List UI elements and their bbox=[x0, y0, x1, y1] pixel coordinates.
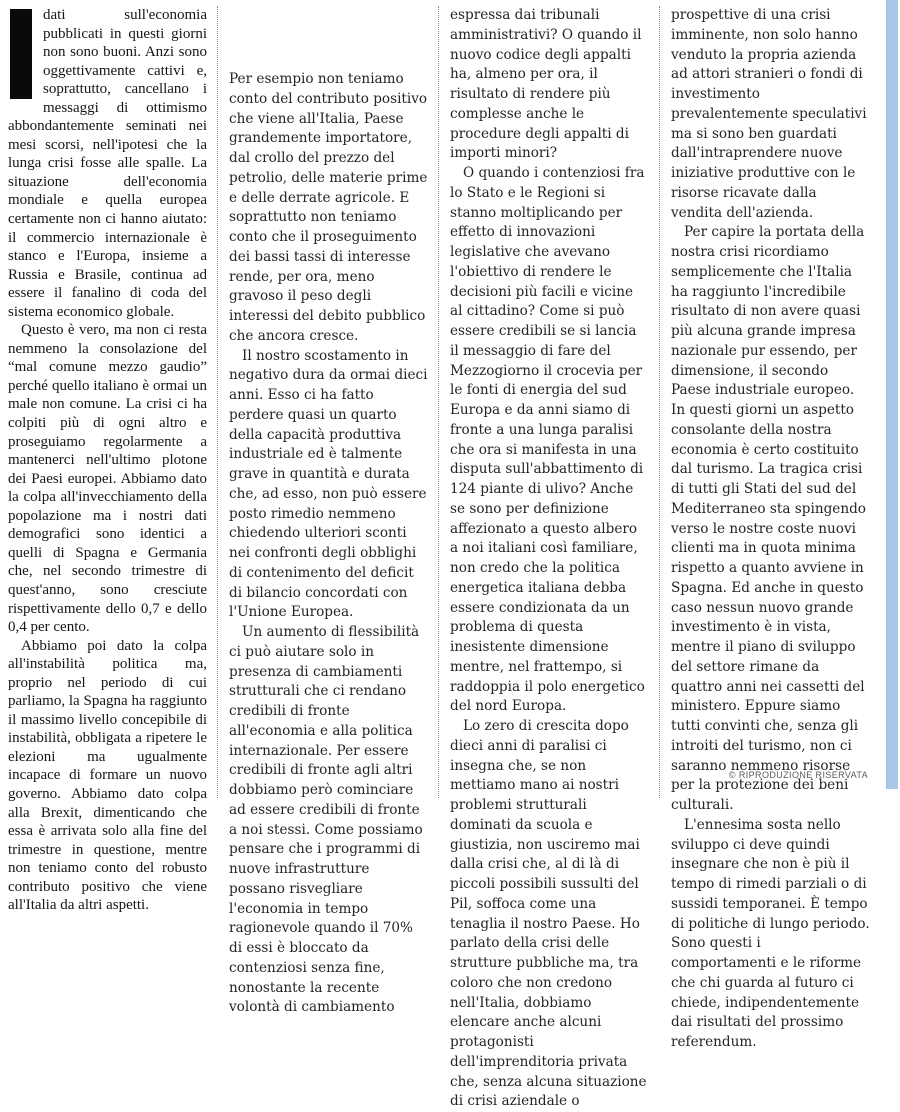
paragraph: dati sull'economia pubblicati in questi giorni non sono buoni. Anzi sono oggettivamente cattivi e, soprattutto, cancellano i messaggi di ottimismo abbondantemente seminati nei mesi scorsi, nell'ipotesi che la lunga crisi fosse alle spalle. La situazione dell'economia mondiale e quella europea certamente non ci hanno aiutato: il commercio internazionale è stanco e l'Europa, insieme a Russia e Brasile, continua ad essere il fanalino di coda del sistema economico globale. bbox=[8, 7, 207, 320]
article-column-1 bbox=[8, 6, 218, 914]
article-column-4 bbox=[671, 6, 870, 1050]
copyright-notice: © RIPRODUZIONE RISERVATA bbox=[728, 770, 868, 781]
paragraph: espressa dai tribunali amministrativi? O quando il nuovo codice degli appalti ha, almeno per ora, il risultato di rendere più complesse anche le procedure degli appalti di importi minori? bbox=[450, 7, 642, 162]
paragraph: Un aumento di flessibilità ci può aiutare solo in presenza di cambiamenti strutturali che ci rendano credibili di fronte all'economia e alla politica internazionale. Per essere credibili di fronte agli altri dobbiamo però cominciare ad essere credibili di fronte a noi stessi. Come possiamo pensare che i programmi di nuove infrastrutture possano risvegliare l'economia in tempo ragionevole quando il 70% di essi è bloccato da contenziosi senza fine, nonostante la recente volontà di cambiamento bbox=[229, 624, 423, 1016]
article-column-2 bbox=[229, 6, 439, 1016]
article-columns bbox=[8, 6, 882, 1110]
scrollbar-thumb[interactable] bbox=[886, 0, 898, 789]
paragraph: Lo zero di crescita dopo dieci anni di paralisi ci insegna che, se non mettiamo mano ai nostri problemi strutturali dominati da scuola e giustizia, non usciremo mai dalla crisi che, al di là di piccoli possibili sussulti del Pil, soffoca come una tenaglia il nostro Paese. Ho parlato della crisi delle strutture pubbliche ma, tra coloro che non credono nell'Italia, dobbiamo elencare anche alcuni protagonisti dell'imprenditoria privata che, senza alcuna situazione di crisi aziendale o bbox=[450, 718, 647, 1110]
paragraph: L'ennesima sosta nello sviluppo ci deve quindi insegnare che non è più il tempo di rimedi parziali o di sussidi temporanei. È tempo di politiche di lungo periodo. Sono questi i comportamenti e le riforme che chi guarda al futuro ci chiede, indipendentemente dai risultati del prossimo referendum. bbox=[671, 816, 870, 1050]
paragraph: Per capire la portata della nostra crisi ricordiamo semplicemente che l'Italia ha raggiunto l'incredibile risultato di non avere quasi più alcuna grande impresa nazionale pur essendo, per dimensione, il secondo Paese industriale europeo. In questi giorni un aspetto consolante della nostra economia è certo costituito dal turismo. La tragica crisi di tutti gli Stati del sud del Mediterraneo sta spingendo verso le nostre coste nuovi clienti ma in quota minima rispetto a quanto avviene in Spagna. Ed anche in questo caso nessun nuovo grande investimento è in vista, mentre il piano di sviluppo del settore rimane da quattro anni nei cassetti del ministero. Eppure siamo tutti convinti che, senza gli introiti del turismo, non ci saranno nemmeno risorse per la protezione dei beni culturali. bbox=[671, 224, 866, 813]
paragraph: prospettive di una crisi imminente, non solo hanno venduto la propria azienda ad attori stranieri o fondi di investimento prevalentemente speculativi ma si sono ben guardati dall'intraprendere nuove iniziative produttive con le risorse ricavate dalla vendita dell'azienda. bbox=[671, 7, 867, 221]
drop-cap-letter bbox=[10, 9, 32, 99]
article-column-3 bbox=[450, 6, 660, 1110]
paragraph: Abbiamo poi dato la colpa all'instabilità politica ma, proprio nel periodo di cui parliamo, la Spagna ha raggiunto il massimo livello concepibile di instabilità, obbligata a ripetere le elezioni ma ugualmente incapace di formare un nuovo governo. Abbiamo dato colpa alla Brexit, dimenticando che essa è arrivata solo alla fine del trimestre in questione, mentre non teniamo conto del robusto contributo positivo che viene all'Italia da altri aspetti. bbox=[8, 637, 207, 914]
paragraph: O quando i contenziosi fra lo Stato e le Regioni si stanno moltiplicando per effetto di innovazioni legislative che avevano l'obiettivo di rendere le decisioni più facili e vicine al cittadino? Come si può essere credibili se si lancia il messaggio di fare del Mezzogiorno il crocevia per le fonti di energia del sud Europa e da anni siamo di fronte a una lunga paralisi che ora si manifesta in una disputa sull'abbattimento di 124 piante di ulivo? Anche se sono per definizione affezionato a questo albero a noi italiani così familiare, non credo che la politica energetica italiana debba essere condizionata da un problema di questa inesistente dimensione mentre, nel frattempo, si raddoppia il polo energetico del nord Europa. bbox=[450, 165, 645, 715]
paragraph: Per esempio non teniamo conto del contributo positivo che viene all'Italia, Paese grandemente importatore, dal crollo del prezzo del petrolio, delle materie prime e delle derrate agricole. E soprattutto non teniamo conto che il proseguimento dei bassi tassi di interesse rende, per ora, meno gravoso il peso degli interessi del debito pubblico che ancora cresce. bbox=[229, 71, 428, 344]
paragraph: Questo è vero, ma non ci resta nemmeno la consolazione del “mal comune mezzo gaudio” perché quello italiano è ormai un male non comune. La crisi ci ha colpiti più di ogni altro e proseguiamo regolarmente a mantenerci nell'ultimo plotone dei Paesi europei. Abbiamo dato la colpa all'invecchiamento della popolazione ma i nostri dati demografici sono identici a quelli di Spagna e Germania che, nel secondo trimestre di quest'anno, sono cresciute rispettivamente dello 0,7 e dello 0,4 per cento. bbox=[8, 322, 207, 636]
paragraph: Il nostro scostamento in negativo dura da ormai dieci anni. Esso ci ha fatto perdere quasi un quarto della capacità produttiva industriale ed è talmente grave in quantità e durata che, ad esso, non può essere posto rimedio nemmeno chiedendo ulteriori sconti nei confronti degli obblighi di contenimento del deficit di bilancio concordati con l'Unione Europea. bbox=[229, 347, 428, 621]
